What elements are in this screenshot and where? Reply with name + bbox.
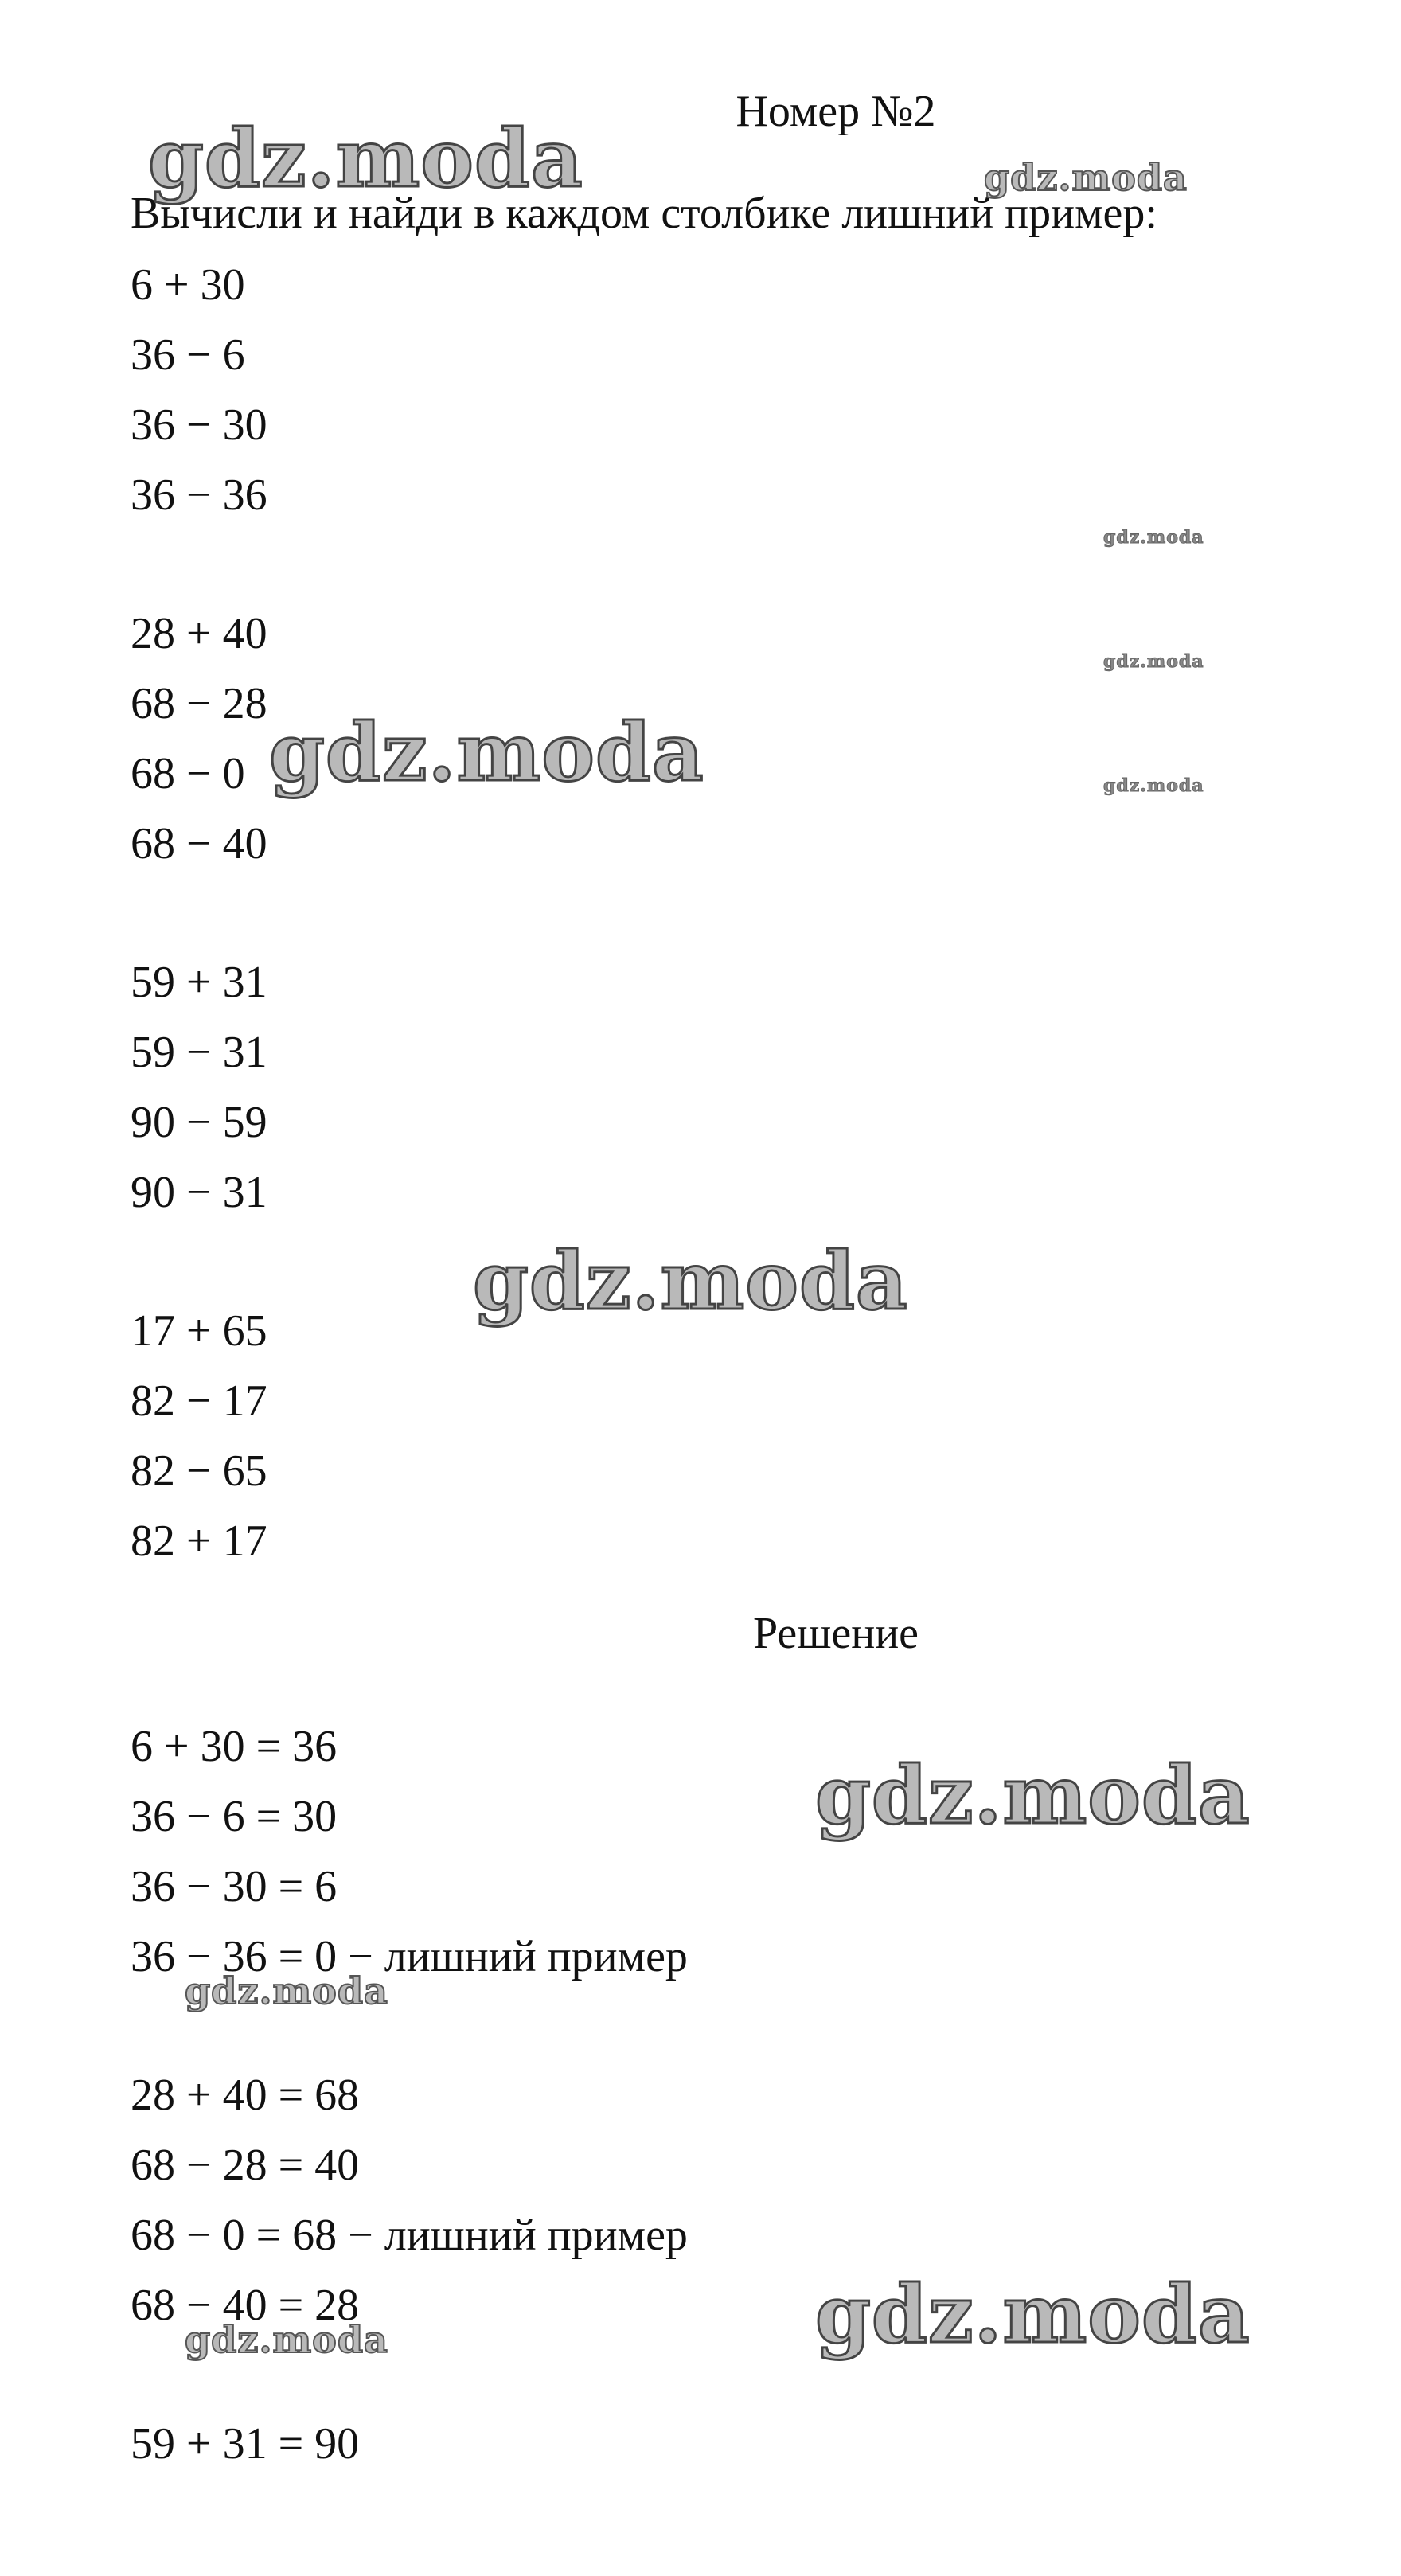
solution-line: 36 − 6 = 30 bbox=[131, 1792, 338, 1841]
watermark: gdz.moda bbox=[815, 1748, 1251, 1842]
solution-group-3 bbox=[131, 2409, 359, 2479]
exercise-column-1 bbox=[131, 250, 267, 530]
watermark: gdz.moda bbox=[1103, 775, 1204, 796]
solution-line: 68 − 40 = 28 bbox=[131, 2281, 360, 2330]
watermark: gdz.moda bbox=[185, 1969, 388, 2012]
exercise-line: 68 − 40 bbox=[131, 819, 267, 868]
watermark: gdz.moda bbox=[1103, 527, 1204, 548]
watermark: gdz.moda bbox=[815, 2267, 1251, 2361]
watermark: gdz.moda bbox=[473, 1234, 908, 1328]
exercise-line: 6 + 30 bbox=[131, 260, 245, 310]
exercise-column-3 bbox=[131, 947, 267, 1228]
page-title: Номер №2 bbox=[736, 87, 936, 136]
exercise-line: 36 − 30 bbox=[131, 400, 267, 450]
solution-group-1 bbox=[131, 1711, 688, 1992]
exercise-line: 59 − 31 bbox=[131, 1028, 267, 1077]
solution-line: 6 + 30 = 36 bbox=[131, 1722, 338, 1771]
exercise-column-2 bbox=[131, 599, 267, 879]
exercise-line: 36 − 36 bbox=[131, 470, 267, 520]
solution-group-2 bbox=[131, 2060, 688, 2340]
exercise-column-4 bbox=[131, 1296, 267, 1576]
watermark: gdz.moda bbox=[185, 2318, 388, 2361]
watermark: gdz.moda bbox=[984, 156, 1188, 199]
solution-line: 59 + 31 = 90 bbox=[131, 2419, 360, 2469]
watermark: gdz.moda bbox=[148, 111, 583, 205]
solution-line: 28 + 40 = 68 bbox=[131, 2071, 360, 2120]
exercise-line: 28 + 40 bbox=[131, 609, 267, 658]
solution-title: Решение bbox=[752, 1609, 919, 1658]
exercise-line: 90 − 31 bbox=[131, 1168, 267, 1217]
exercise-line: 68 − 28 bbox=[131, 679, 267, 728]
exercise-line: 36 − 6 bbox=[131, 330, 245, 380]
solution-line: 68 − 28 = 40 bbox=[131, 2141, 360, 2190]
exercise-line: 90 − 59 bbox=[131, 1098, 267, 1147]
exercise-line: 82 + 17 bbox=[131, 1516, 267, 1566]
exercise-line: 59 + 31 bbox=[131, 958, 267, 1007]
exercise-line: 68 − 0 bbox=[131, 749, 245, 798]
watermark: gdz.moda bbox=[1103, 651, 1204, 672]
task-text: Вычисли и найди в каждом столбике лишний пример: bbox=[131, 189, 1157, 238]
solution-line: 36 − 30 = 6 bbox=[131, 1862, 338, 1911]
solution-line: 68 − 0 = 68 − лишний пример bbox=[131, 2211, 688, 2260]
exercise-line: 82 − 17 bbox=[131, 1376, 267, 1426]
exercise-line: 17 + 65 bbox=[131, 1306, 267, 1356]
watermark: gdz.moda bbox=[269, 705, 704, 799]
solution-line: 36 − 36 = 0 − лишний пример bbox=[131, 1932, 688, 1981]
exercise-line: 82 − 65 bbox=[131, 1446, 267, 1496]
